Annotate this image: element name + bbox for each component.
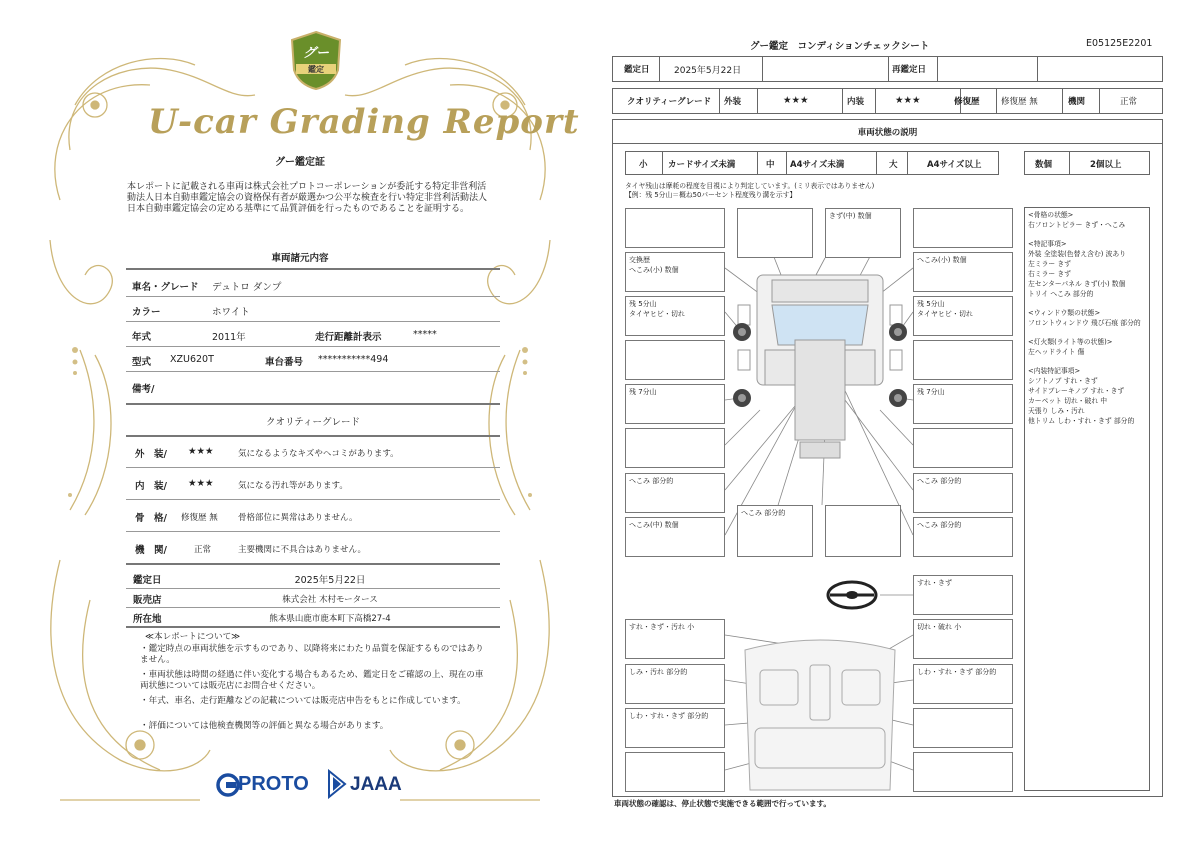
- grade-frame-label: 骨 格/: [135, 513, 167, 524]
- condition-box-left-8: へこみ(中) 数個: [625, 517, 725, 557]
- color-value: ホワイト: [212, 307, 250, 318]
- car-name-label: 車名・グレード: [132, 282, 199, 293]
- grade-frame-rating: 修復歴 無: [181, 513, 218, 523]
- side-note-4: 外装 全塗装(色替え含む) 波あり: [1028, 250, 1126, 258]
- certificate-title: グー鑑定証: [275, 157, 325, 168]
- grade-exterior-label: 外 装/: [135, 449, 167, 460]
- grade-engine-rating: 正常: [194, 545, 212, 555]
- mileage-value: *****: [413, 329, 437, 340]
- count-desc: 2個以上: [1090, 160, 1122, 170]
- condition-box-right-12: [913, 708, 1013, 748]
- side-note-10: <ウィンドウ類の状態>: [1028, 309, 1101, 317]
- note-1: ・鑑定時点の車両状態を示すものであり、以降将来にわたり品質を保証するものではありません。: [140, 644, 484, 666]
- side-note-13: <灯火類(ライト等の状態)>: [1028, 338, 1113, 346]
- tire-note-2: 【例：残 5分山＝概ね50パーセント程度残り溝を示す】: [625, 191, 797, 199]
- size-mid-desc: A4サイズ未満: [790, 160, 845, 170]
- side-note-8: トリイ へこみ 部分的: [1028, 290, 1094, 298]
- chassis-value: ***********494: [318, 354, 389, 365]
- date-label: 鑑定日: [133, 575, 162, 586]
- tire-note-1: タイヤ残山は摩耗の程度を目視により判定しています。(ミリ表示ではありません): [625, 182, 875, 190]
- reinspect-label: 再鑑定日: [892, 65, 927, 75]
- quality-heading: クオリティーグレード: [265, 417, 361, 428]
- sheet-title: グー鑑定 コンディションチェックシート: [750, 41, 930, 52]
- condition-box-right-4: [913, 340, 1013, 380]
- ext-rating: ★★★: [783, 95, 809, 106]
- mileage-label: 走行距離計表示: [315, 332, 382, 343]
- notes-heading: ≪本レポートについて≫: [145, 632, 241, 642]
- condition-box-left-11: しみ・汚れ 部分的: [625, 664, 725, 704]
- model-label: 型式: [132, 357, 152, 368]
- jaaa-logo-icon: [327, 769, 347, 799]
- side-note-17: シフトノブ すれ・きず: [1028, 377, 1098, 385]
- certificate-text: 本レポートに記載される車両は株式会社プロトコーポレーションが委託する特定非営利活動法人日本自動車鑑定協会の資格保有者が厳選かつ公平な検査を行い特定非営利活動法人日本自動車鑑定協会の定める基準にて品質評価を行ったものであることを証明する。: [127, 182, 488, 214]
- int-label: 内装: [847, 97, 865, 107]
- proto-logo-text: PROTO: [238, 773, 309, 795]
- side-note-5: 左ミラー きず: [1028, 260, 1071, 268]
- size-large: 大: [889, 160, 898, 170]
- int-rating: ★★★: [895, 95, 921, 106]
- side-note-7: 左センターパネル きず(小) 数個: [1028, 280, 1126, 288]
- sheet-date-value: 2025年5月22日: [674, 66, 742, 76]
- condition-box-left-6: [625, 428, 725, 468]
- condition-box-left-12: しわ・すれ・きず 部分的: [625, 708, 725, 748]
- grade-interior-desc: 気になる汚れ等があります。: [238, 481, 348, 491]
- side-note-11: フロントウィンドウ 飛び石痕 部分的: [1028, 319, 1141, 327]
- condition-box-right-9: すれ・きず: [913, 575, 1013, 615]
- side-note-21: 他トリム しわ・すれ・きず 部分的: [1028, 417, 1135, 425]
- size-small-desc: カードサイズ未満: [668, 160, 736, 170]
- sheet-date-label: 鑑定日: [624, 65, 650, 75]
- condition-box-right-3: 残 5分山 タイヤヒビ・切れ: [913, 296, 1013, 336]
- condition-box-left-2: 交換歴 へこみ(小) 数個: [625, 252, 725, 292]
- engine-label: 機関: [1068, 97, 1086, 107]
- grade-frame-desc: 骨格部位に異常はありません。: [238, 513, 358, 523]
- condition-box-right-2: へこみ(小) 数個: [913, 252, 1013, 292]
- condition-box-top-left: [737, 208, 813, 258]
- year-value: 2011年: [212, 332, 246, 343]
- note-2: ・車両状態は時間の経過に伴い変化する場合もあるため、鑑定日をご確認の上、現在の車両状態については販売店にお問合せください。: [140, 670, 484, 692]
- remarks-label: 備考/: [132, 384, 155, 395]
- sheet-code: E05125E2201: [1086, 38, 1153, 49]
- condition-box-mid-8: へこみ 部分的: [737, 505, 813, 557]
- note-3: ・年式、車名、走行距離などの記載については販売店申告をもとに作成しています。: [140, 696, 466, 706]
- side-note-19: カーペット 切れ・破れ 中: [1028, 397, 1108, 405]
- note-4: ・評価については他検査機関等の評価と異なる場合があります。: [140, 721, 389, 731]
- side-note-14: 左ヘッドライト 傷: [1028, 348, 1085, 356]
- grade-interior-rating: ★★★: [188, 478, 214, 489]
- size-large-desc: A4サイズ以上: [927, 160, 982, 170]
- model-value: XZU620T: [170, 354, 214, 365]
- badge-top-text: グー: [302, 46, 329, 61]
- condition-box-right-10: 切れ・破れ 小: [913, 619, 1013, 659]
- jaaa-logo-text: JAAA: [350, 774, 402, 795]
- condition-box-left-7: へこみ 部分的: [625, 473, 725, 513]
- address-label: 所在地: [133, 614, 162, 625]
- condition-box-left-13: [625, 752, 725, 792]
- condition-box-left-10: すれ・きず・汚れ 小: [625, 619, 725, 659]
- side-note-0: <骨格の状態>: [1028, 211, 1074, 219]
- side-note-6: 右ミラー きず: [1028, 270, 1071, 278]
- year-label: 年式: [132, 332, 152, 343]
- side-note-1: 右フロントピラー きず・へこみ: [1028, 221, 1126, 229]
- date-value: 2025年5月22日: [294, 575, 366, 586]
- shop-value: 株式会社 木村モータース: [282, 595, 378, 605]
- car-name: デュトロ ダンプ: [212, 282, 282, 293]
- condition-box-left-5: 残 7分山: [625, 384, 725, 424]
- grade-engine-desc: 主要機関に不具合はありません。: [238, 545, 367, 555]
- condition-box-right-8: へこみ 部分的: [913, 517, 1013, 557]
- size-mid: 中: [766, 160, 775, 170]
- count-label: 数個: [1035, 160, 1053, 170]
- condition-box-right-13: [913, 752, 1013, 792]
- chassis-label: 車台番号: [265, 357, 304, 368]
- side-note-20: 天張り しみ・汚れ: [1028, 407, 1085, 415]
- condition-box-top-mid: きず(中) 数個: [825, 208, 901, 258]
- condition-box-left-3: 残 5分山 タイヤヒビ・切れ: [625, 296, 725, 336]
- condition-box-right-7: へこみ 部分的: [913, 473, 1013, 513]
- size-small: 小: [639, 160, 648, 170]
- goo-kantei-badge: [288, 30, 344, 90]
- side-note-3: <特記事項>: [1028, 240, 1067, 248]
- badge-bottom-text: 鑑定: [308, 65, 324, 74]
- specs-heading: 車両諸元内容: [271, 253, 329, 264]
- repair-label: 修復歴: [954, 97, 980, 107]
- condition-box-right-1: [913, 208, 1013, 248]
- grade-engine-label: 機 関/: [135, 545, 167, 556]
- state-heading: 車両状態の説明: [857, 128, 918, 138]
- condition-box-right-6: [913, 428, 1013, 468]
- address-value: 熊本県山鹿市鹿本町下高橋27-4: [269, 614, 391, 624]
- engine-value: 正常: [1120, 97, 1138, 107]
- repair-value: 修復歴 無: [1001, 97, 1038, 107]
- color-label: カラー: [132, 307, 161, 318]
- side-note-18: サイドブレーキノブ すれ・きず: [1028, 387, 1125, 395]
- condition-check-sheet: [600, 0, 1200, 848]
- shop-label: 販売店: [133, 595, 162, 606]
- grade-interior-label: 内 装/: [135, 481, 167, 492]
- condition-box-right-5: 残 7分山: [913, 384, 1013, 424]
- grade-exterior-desc: 気になるようなキズやヘコミがあります。: [238, 449, 399, 459]
- ext-label: 外装: [724, 97, 742, 107]
- sheet-footer: 車両状態の確認は、停止状態で実施できる範囲で行っています。: [614, 799, 831, 808]
- steering-wheel-icon: [828, 582, 876, 608]
- condition-box-mid-8b: [825, 505, 901, 557]
- condition-box-right-11: しわ・すれ・きず 部分的: [913, 664, 1013, 704]
- side-note-16: <内装特記事項>: [1028, 367, 1081, 375]
- grade-exterior-rating: ★★★: [188, 446, 214, 457]
- qg-label: クオリティーグレード: [627, 97, 712, 107]
- condition-box-left-1: [625, 208, 725, 248]
- report-title: U-car Grading Report: [148, 102, 580, 142]
- condition-box-left-4: [625, 340, 725, 380]
